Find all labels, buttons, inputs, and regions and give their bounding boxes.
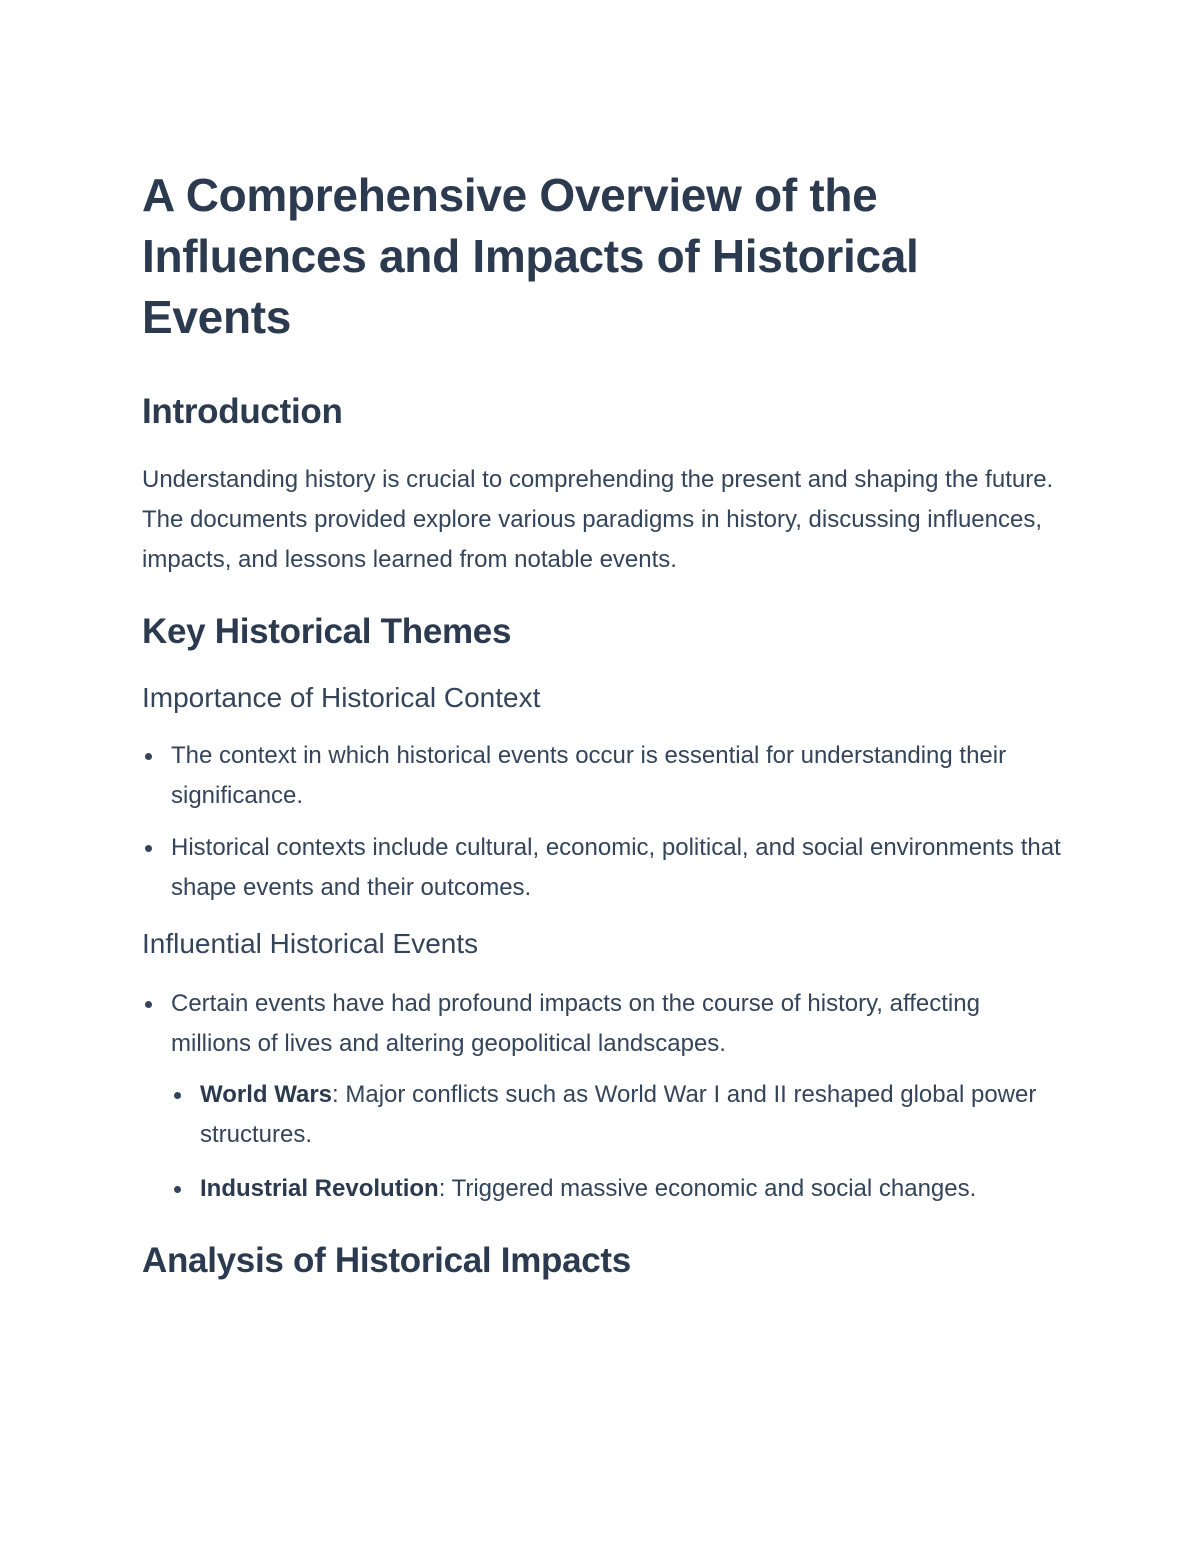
term-label: World Wars (200, 1081, 333, 1108)
list-item (142, 984, 1062, 1209)
introduction-heading: Introduction (142, 392, 343, 431)
sub-list-item-world-wars (171, 1075, 1062, 1155)
term-description: : Triggered massive economic and social changes. (438, 1175, 977, 1202)
sub-list (171, 1075, 1062, 1209)
document-page (142, 165, 1062, 1283)
sub-list-item-industrial-revolution (171, 1169, 1062, 1209)
historical-context-list (142, 736, 1062, 908)
list-item-text: Certain events have had profound impacts on the course of history, affecting millions of lives and altering geopolitical landscapes. (171, 990, 980, 1057)
page-title: A Comprehensive Overview of the Influences and Impacts of Historical Events (142, 169, 919, 343)
influential-events-list (142, 984, 1062, 1209)
term-description: : Major conflicts such as World War I and II reshaped global power structures. (200, 1081, 1037, 1148)
list-item: The context in which historical events occur is essential for understanding their significance. (142, 736, 1062, 816)
introduction-paragraph: Understanding history is crucial to comprehending the present and shaping the future. The documents provided explore various paradigms in history, discussing influences, impacts, and lessons learned from notable events. (142, 466, 1054, 573)
term-label: Industrial Revolution (200, 1175, 439, 1202)
historical-context-heading: Importance of Historical Context (142, 682, 541, 713)
analysis-heading: Analysis of Historical Impacts (142, 1241, 631, 1280)
list-item: Historical contexts include cultural, economic, political, and social environments that shape events and their outcomes. (142, 828, 1062, 908)
key-themes-heading: Key Historical Themes (142, 612, 512, 651)
influential-events-heading: Influential Historical Events (142, 928, 479, 959)
